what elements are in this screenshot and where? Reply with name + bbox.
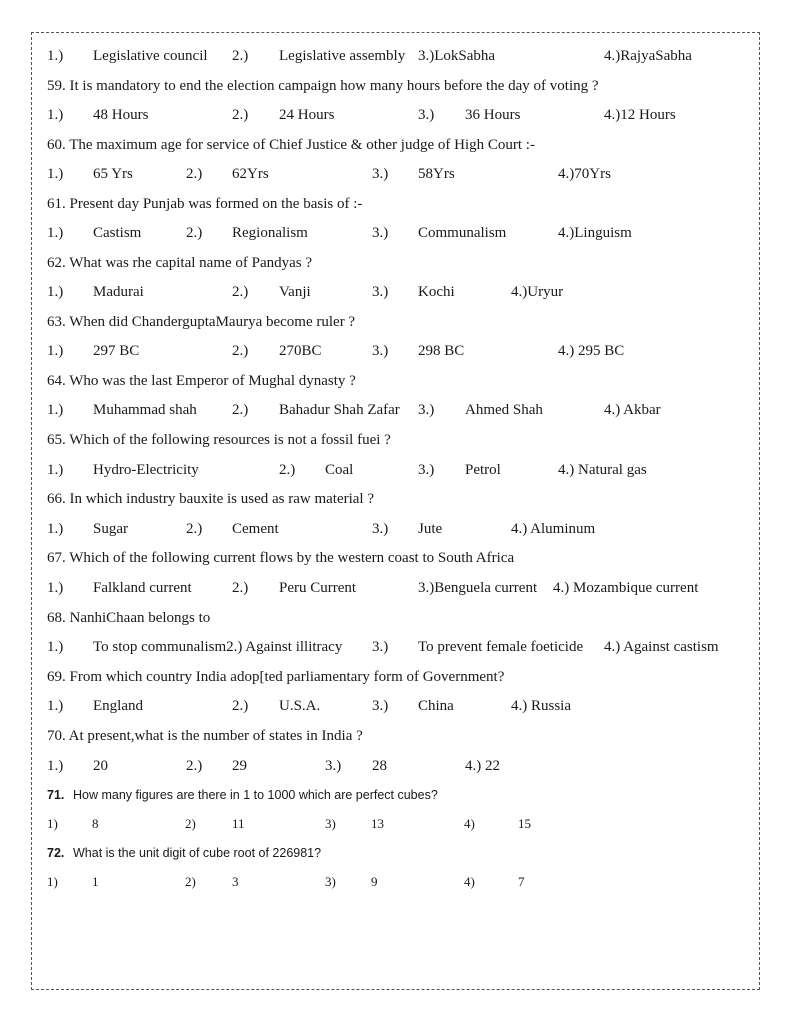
q65-opt4: 4.) Natural gas	[558, 462, 647, 478]
q63-options	[0, 341, 791, 361]
q62-options	[0, 282, 791, 302]
q69-opt3-num: 3.)	[372, 698, 389, 714]
q58-opt2-num: 2.)	[232, 48, 249, 64]
q64-options	[0, 400, 791, 420]
q71-opt4-num: 4)	[464, 816, 475, 831]
q71-opt1: 8	[92, 816, 99, 831]
q72-opt3: 9	[371, 874, 378, 889]
q61-opt3: Communalism	[418, 225, 507, 241]
q61-opt2-num: 2.)	[186, 225, 203, 241]
q65-opt2: Coal	[325, 462, 354, 478]
q72-opt4: 7	[518, 874, 525, 889]
q66-opt3-num: 3.)	[372, 521, 389, 537]
q70-text: 70. At present,what is the number of states in India ?	[47, 728, 363, 744]
q68-opt3: To prevent female foeticide	[418, 639, 584, 655]
q72-opt1-num: 1)	[47, 874, 58, 889]
q69-text: 69. From which country India adop[ted parliamentary form of Government?	[47, 669, 505, 685]
q59-text: 59. It is mandatory to end the election campaign how many hours before the day of voting ?	[47, 78, 599, 94]
q70-opt3-num: 3.)	[325, 758, 342, 774]
q66-text: 66. In which industry bauxite is used as raw material ?	[47, 491, 374, 507]
q59-opt2-num: 2.)	[232, 107, 249, 123]
q72-opt3-num: 3)	[325, 874, 336, 889]
q61-options	[0, 223, 791, 243]
q61-opt1-num: 1.)	[47, 225, 64, 241]
q60-opt1: 65 Yrs	[93, 166, 133, 182]
q63-opt1-num: 1.)	[47, 343, 64, 359]
q68-opt3-num: 3.)	[372, 639, 389, 655]
q68-opt4: 4.) Against castism	[604, 639, 719, 655]
q70-opt2: 29	[232, 758, 247, 774]
q58-options	[0, 46, 791, 66]
q70-opt1-num: 1.)	[47, 758, 64, 774]
q64-question	[0, 371, 791, 391]
q61-opt1: Castism	[93, 225, 142, 241]
q61-question	[0, 194, 791, 214]
q58-opt4: 4.)RajyaSabha	[604, 48, 692, 64]
q59-opt3: 36 Hours	[465, 107, 521, 123]
q71-opt3-num: 3)	[325, 816, 336, 831]
q60-opt2-num: 2.)	[186, 166, 203, 182]
q64-opt1: Muhammad shah	[93, 402, 197, 418]
q70-question	[0, 726, 791, 746]
q61-opt4: 4.)Linguism	[558, 225, 632, 241]
q67-opt2-num: 2.)	[232, 580, 249, 596]
q59-options	[0, 105, 791, 125]
q58-opt1-num: 1.)	[47, 48, 64, 64]
q62-question	[0, 253, 791, 273]
q66-opt4: 4.) Aluminum	[511, 521, 596, 537]
q64-opt1-num: 1.)	[47, 402, 64, 418]
q66-opt1-num: 1.)	[47, 521, 64, 537]
q68-question	[0, 608, 791, 628]
q59-opt1: 48 Hours	[93, 107, 149, 123]
q66-opt2-num: 2.)	[186, 521, 203, 537]
q59-opt4: 4.)12 Hours	[604, 107, 676, 123]
q62-opt2-num: 2.)	[232, 284, 249, 300]
q65-opt3-num: 3.)	[418, 462, 435, 478]
q58-opt2: Legislative assembly	[279, 48, 406, 64]
q63-question	[0, 312, 791, 332]
q72-question	[0, 843, 791, 863]
q60-opt3-num: 3.)	[372, 166, 389, 182]
q63-text: 63. When did ChanderguptaMaurya become ruler ?	[47, 314, 356, 330]
q65-opt1-num: 1.)	[47, 462, 64, 478]
q67-opt1: Falkland current	[93, 580, 192, 596]
q69-options	[0, 696, 791, 716]
q71-opt3: 13	[371, 816, 384, 831]
q68-text: 68. NanhiChaan belongs to	[47, 610, 211, 626]
q68-opt1-num: 1.)	[47, 639, 64, 655]
q67-opt2: Peru Current	[279, 580, 357, 596]
q67-opt1-num: 1.)	[47, 580, 64, 596]
q71-options	[0, 814, 791, 834]
q71-opt2: 11	[232, 816, 245, 831]
q62-opt1-num: 1.)	[47, 284, 64, 300]
q65-opt1: Hydro-Electricity	[93, 462, 199, 478]
q64-opt3-num: 3.)	[418, 402, 435, 418]
q67-opt3: 3.)Benguela current	[418, 580, 538, 596]
q62-opt3-num: 3.)	[372, 284, 389, 300]
q64-opt4: 4.) Akbar	[604, 402, 661, 418]
q69-opt3: China	[418, 698, 454, 714]
q59-opt1-num: 1.)	[47, 107, 64, 123]
q60-options	[0, 164, 791, 184]
q71-opt2-num: 2)	[185, 816, 196, 831]
q65-text: 65. Which of the following resources is not a fossil fuei ?	[47, 432, 391, 448]
q65-question	[0, 430, 791, 450]
q71-number: 71.	[47, 788, 65, 802]
q64-opt3: Ahmed Shah	[465, 402, 543, 418]
q59-opt3-num: 3.)	[418, 107, 435, 123]
q69-opt1-num: 1.)	[47, 698, 64, 714]
q66-opt2: Cement	[232, 521, 279, 537]
q60-question	[0, 135, 791, 155]
q60-text: 60. The maximum age for service of Chief Justice & other judge of High Court :-	[47, 137, 535, 153]
q63-opt2-num: 2.)	[232, 343, 249, 359]
q58-opt3: 3.)LokSabha	[418, 48, 496, 64]
q60-opt1-num: 1.)	[47, 166, 64, 182]
q72-text: What is the unit digit of cube root of 226981?	[73, 846, 322, 860]
q62-opt4: 4.)Uryur	[511, 284, 564, 300]
q67-text: 67. Which of the following current flows by the western coast to South Africa	[47, 550, 515, 566]
q63-opt2: 270BC	[279, 343, 322, 359]
q70-opt4: 4.) 22	[465, 758, 500, 774]
q66-opt3: Jute	[418, 521, 443, 537]
q67-opt4: 4.) Mozambique current	[553, 580, 699, 596]
q66-options	[0, 519, 791, 539]
q71-opt1-num: 1)	[47, 816, 58, 831]
q70-options	[0, 756, 791, 776]
q66-opt1: Sugar	[93, 521, 128, 537]
q71-question	[0, 785, 791, 805]
q65-options	[0, 460, 791, 480]
q58-opt1: Legislative council	[93, 48, 208, 64]
q63-opt1: 297 BC	[93, 343, 140, 359]
q72-opt2-num: 2)	[185, 874, 196, 889]
q59-question	[0, 76, 791, 96]
q72-opt2: 3	[232, 874, 239, 889]
q64-text: 64. Who was the last Emperor of Mughal dynasty ?	[47, 373, 356, 389]
q72-number: 72.	[47, 846, 65, 860]
q69-opt2-num: 2.)	[232, 698, 249, 714]
q63-opt3-num: 3.)	[372, 343, 389, 359]
q64-opt2: Bahadur Shah Zafar	[279, 402, 400, 418]
q72-opt4-num: 4)	[464, 874, 475, 889]
q62-opt2: Vanji	[279, 284, 311, 300]
q61-opt2: Regionalism	[232, 225, 308, 241]
q69-opt4: 4.) Russia	[511, 698, 571, 714]
q60-opt3: 58Yrs	[418, 166, 455, 182]
q63-opt4: 4.) 295 BC	[558, 343, 625, 359]
q65-opt3: Petrol	[465, 462, 501, 478]
q64-opt2-num: 2.)	[232, 402, 249, 418]
q66-question	[0, 489, 791, 509]
q69-opt2: U.S.A.	[279, 698, 321, 714]
q61-text: 61. Present day Punjab was formed on the basis of :-	[47, 196, 363, 212]
q60-opt2: 62Yrs	[232, 166, 269, 182]
q71-text: How many figures are there in 1 to 1000 which are perfect cubes?	[73, 788, 438, 802]
q70-opt2-num: 2.)	[186, 758, 203, 774]
q59-opt2: 24 Hours	[279, 107, 335, 123]
q72-options	[0, 872, 791, 892]
q72-opt1: 1	[92, 874, 99, 889]
q65-opt2-num: 2.)	[279, 462, 296, 478]
q71-opt4: 15	[518, 816, 531, 831]
q62-text: 62. What was rhe capital name of Pandyas ?	[47, 255, 313, 271]
q62-opt1: Madurai	[93, 284, 144, 300]
q63-opt3: 298 BC	[418, 343, 465, 359]
q61-opt3-num: 3.)	[372, 225, 389, 241]
q68-options	[0, 637, 791, 657]
q69-opt1: England	[93, 698, 143, 714]
q60-opt4: 4.)70Yrs	[558, 166, 611, 182]
q67-options	[0, 578, 791, 598]
q67-question	[0, 548, 791, 568]
q62-opt3: Kochi	[418, 284, 455, 300]
q70-opt1: 20	[93, 758, 108, 774]
q69-question	[0, 667, 791, 687]
q68-opt1-opt2: To stop communalism2.) Against illitracy	[93, 639, 343, 655]
q70-opt3: 28	[372, 758, 387, 774]
